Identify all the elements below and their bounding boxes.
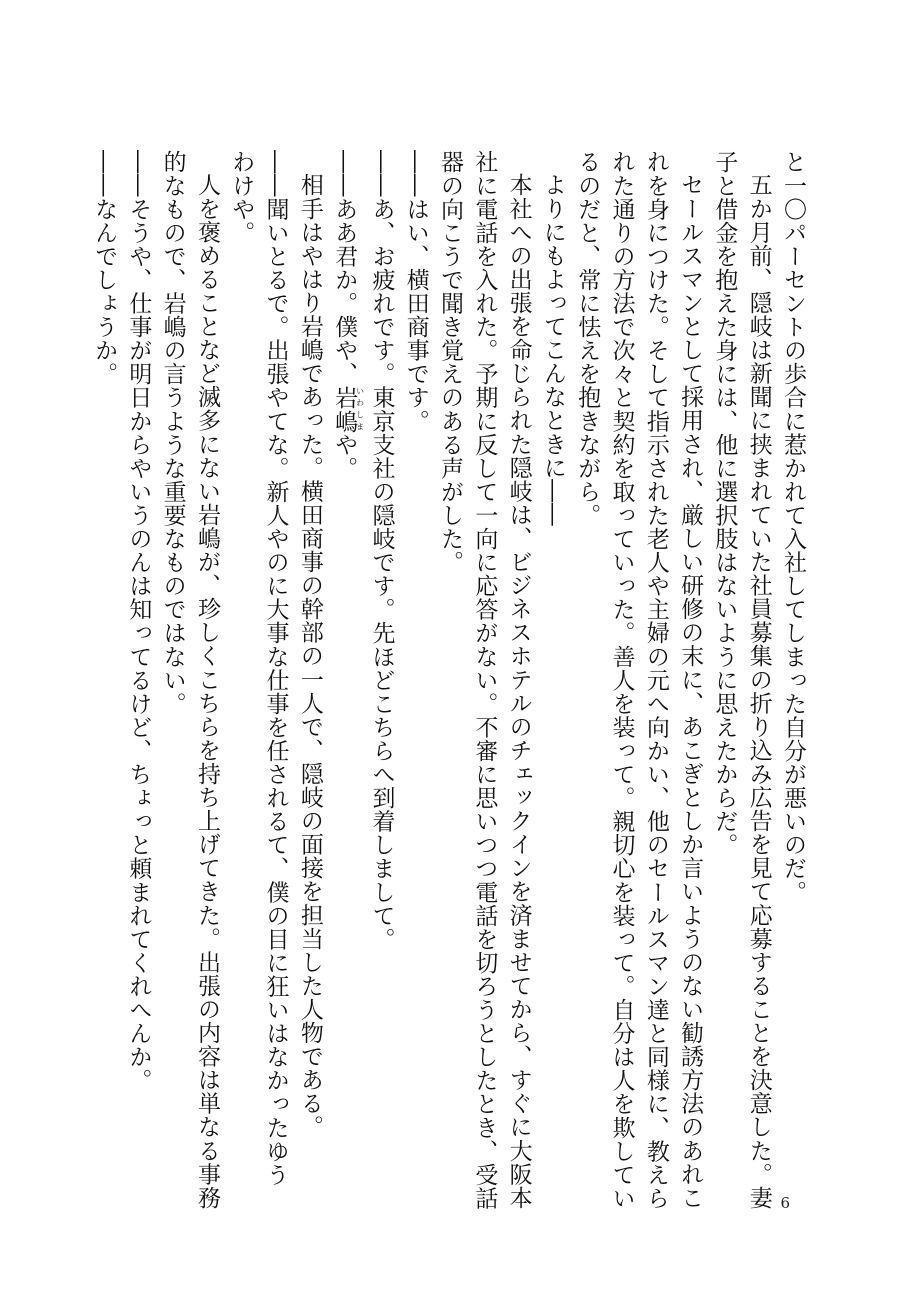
text-line: セールスマンとして採用され、厳しい研修の末に、あこぎとしか言いようのない勧誘方法のあれこ (677, 173, 704, 1210)
text-line: れた通りの方法で次々と契約を取っていった。善人を装って。親切心を装って。自分は人を欺してい (608, 150, 635, 1210)
text-line: 相手はやはり岩嶋であった。横田商事の幹部の一人で、隠岐の面接を担当した人物である。 (296, 173, 323, 1139)
text-line: わけや。 (228, 150, 255, 245)
text-line-with-ruby (327, 150, 364, 1150)
text-line: と一〇パーセントの歩合に惹かれて入社してしまった自分が悪いのだ。 (780, 150, 806, 904)
text-line: 本社への出張を命じられた隠岐は、ビジネスホテルのチェックインを済ませてから、すぐに大阪本 (505, 173, 532, 1210)
text-line: 人を褒めることなど滅多にない岩嶋が、珍しくこちらを持ち上げてきた。出張の内容は単なる事務 (193, 173, 220, 1210)
text-line: よりにもよってこんなときに―― (539, 173, 566, 527)
vertical-text-body (87, 150, 810, 1210)
ruby-line-prefix: ――ああ君か。僕や、 (331, 150, 358, 386)
text-line: 子と借金を抱えた身には、他に選択肢はないように思えたからだ。 (711, 150, 738, 857)
ruby-base: 岩嶋 (331, 385, 358, 433)
text-line: るのだと、常に怯えを抱きながら。 (574, 150, 601, 527)
page-number: 6 (780, 1194, 790, 1212)
text-line: ――なんでしょうか。 (91, 150, 118, 386)
ruby-line-suffix: や。 (331, 432, 358, 480)
ruby-word (331, 385, 365, 433)
text-line: ――そうや、仕事が明日からやいうのんは知ってるけど、ちょっと頼まれてくれへんか。 (125, 150, 152, 1092)
text-line: 社に電話を入れた。予期に反して一向に応答がない。不審に思いつつ電話を切ろうとしたとき、受話 (471, 150, 498, 1210)
text-line: ――聞いとるで。出張やてな。新人やのに大事な仕事を任されるて、僕の目に狂いはなかったゆう (262, 150, 289, 1187)
text-line: 的なもので、岩嶋の言うような重要なものではない。 (159, 150, 186, 716)
text-line: れを身につけた。そして指示された老人や主婦の元へ向かい、他のセールスマン達と同様に、教えら (642, 150, 669, 1210)
text-line: ――あ、お疲れです。東京支社の隠岐です。先ほどこちらへ到着しまして。 (368, 150, 395, 951)
ruby-reading: いわしま (355, 385, 365, 433)
text-line: ――はい、横田商事です。 (402, 150, 429, 433)
text-line: 器の向こうで聞き覚えのある声がした。 (437, 150, 464, 574)
text-line: 五か月前、隠岐は新聞に挟まれていた社員募集の折り込み広告を見て応募することを決意した。妻 (745, 173, 772, 1210)
